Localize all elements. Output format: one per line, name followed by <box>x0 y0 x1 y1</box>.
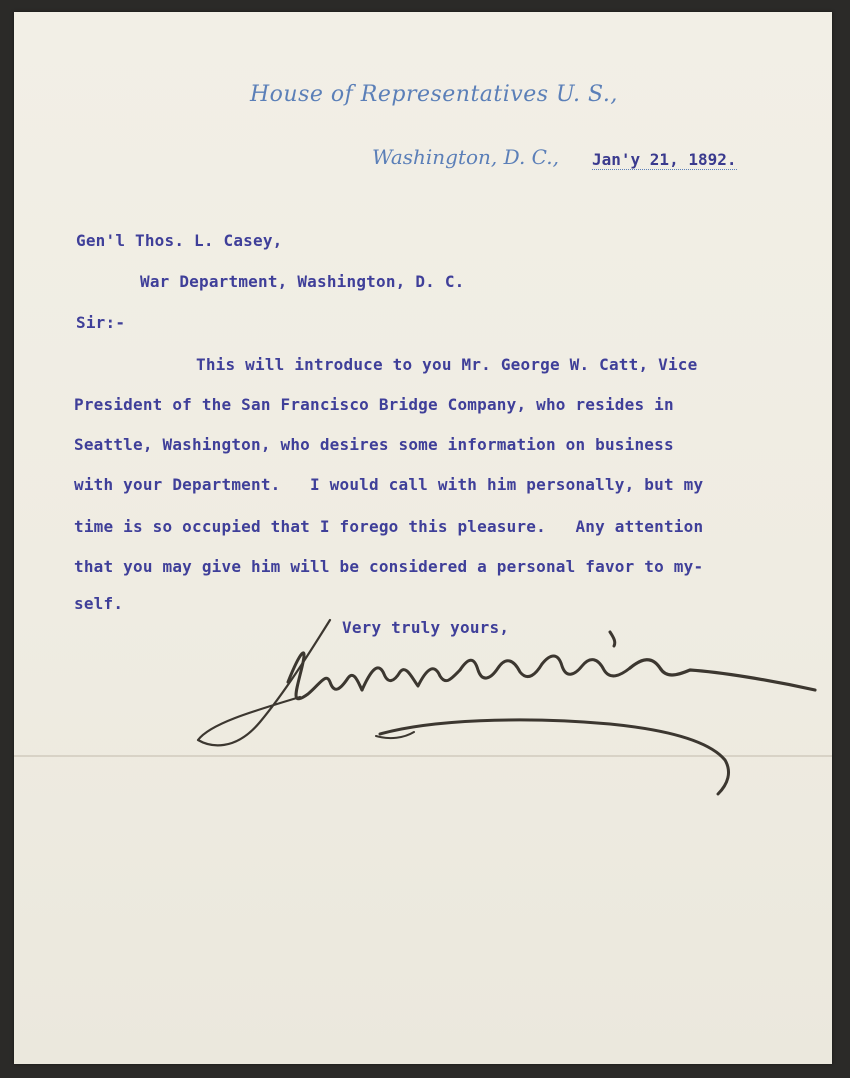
closing: Very truly yours, <box>342 618 510 637</box>
letter-date: Jan'y 21, 1892. <box>592 150 737 169</box>
body-line: President of the San Francisco Bridge Company, who resides in <box>74 395 674 414</box>
letterhead-place: Washington, D. C., <box>372 145 559 169</box>
salutation: Sir:- <box>76 313 126 332</box>
body-line: self. <box>74 594 124 613</box>
body-line: with your Department. I would call with him personally, but my <box>74 475 704 494</box>
recipient-location: War Department, Washington, D. C. <box>140 272 465 291</box>
letterhead-title: House of Representatives U. S., <box>250 82 618 107</box>
body-line: Seattle, Washington, who desires some information on business <box>74 435 674 454</box>
handwritten-signature <box>190 612 830 802</box>
body-line: This will introduce to you Mr. George W. Catt, Vice <box>196 355 698 374</box>
recipient-name: Gen'l Thos. L. Casey, <box>76 231 283 250</box>
body-line: that you may give him will be considered a personal favor to my- <box>74 557 704 576</box>
body-line: time is so occupied that I forego this pleasure. Any attention <box>74 517 704 536</box>
